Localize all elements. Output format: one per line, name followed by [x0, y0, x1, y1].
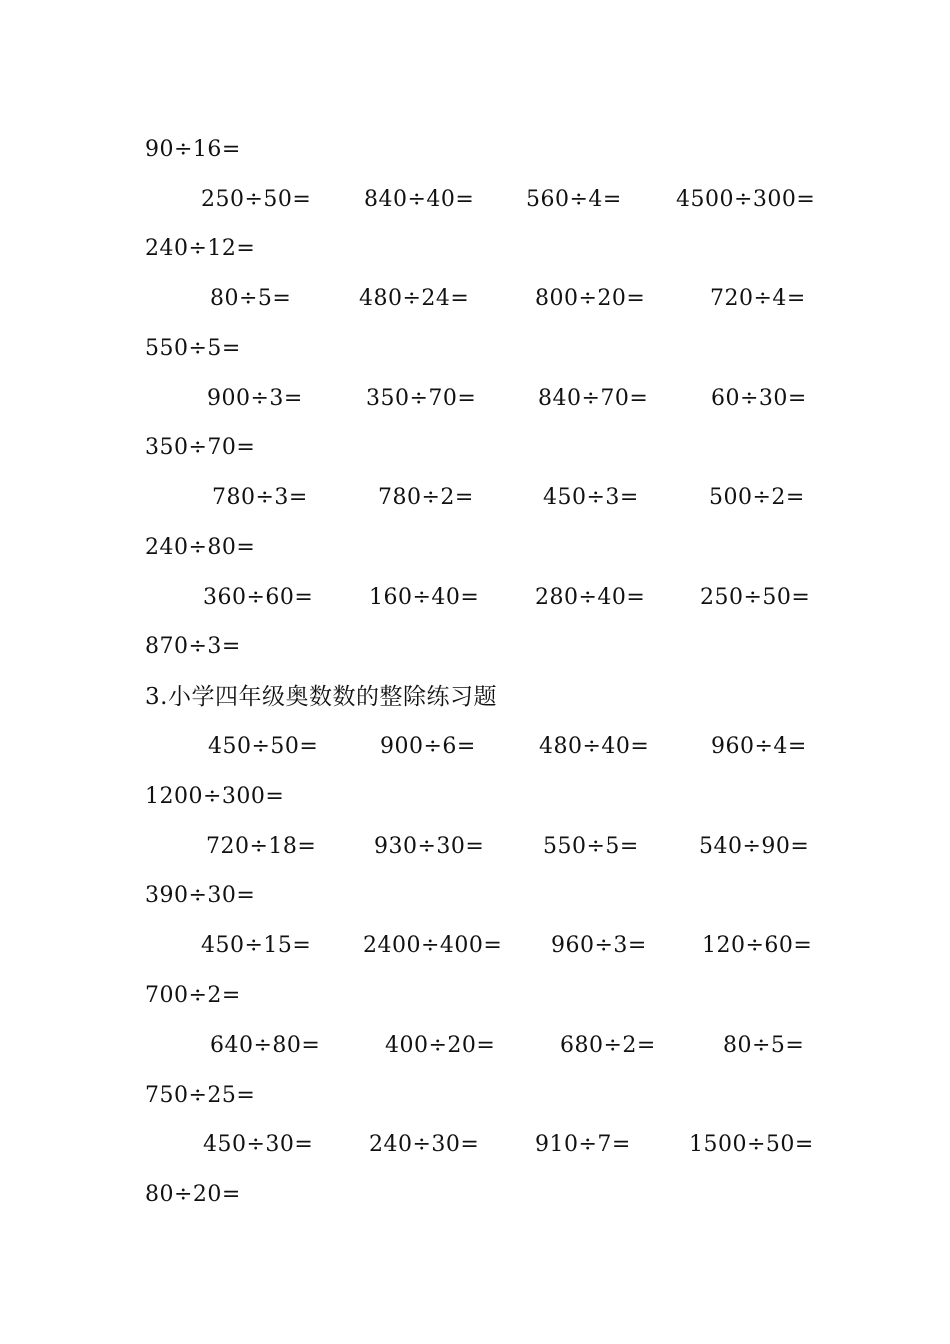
problem-text: 640÷80= — [210, 1033, 321, 1058]
problem-text: 120÷60= — [702, 933, 813, 958]
problem-text: 800÷20= — [535, 286, 646, 311]
problem-text: 550÷5= — [145, 336, 241, 361]
problem-text: 240÷30= — [369, 1132, 480, 1157]
problem-text: 80÷20= — [145, 1182, 241, 1207]
problem-text: 350÷70= — [145, 435, 256, 460]
problem-text: 930÷30= — [374, 834, 485, 859]
problem-text: 450÷30= — [203, 1132, 314, 1157]
problem-text: 500÷2= — [709, 485, 805, 510]
problem-text: 720÷18= — [206, 834, 317, 859]
problem-text: 540÷90= — [699, 834, 810, 859]
problem-text: 360÷60= — [203, 585, 314, 610]
problem-text: 240÷80= — [145, 535, 256, 560]
problem-text: 780÷3= — [212, 485, 308, 510]
problem-text: 2400÷400= — [363, 933, 503, 958]
problem-text: 960÷4= — [711, 734, 807, 759]
problem-text: 400÷20= — [385, 1033, 496, 1058]
problem-text: 700÷2= — [145, 983, 241, 1008]
problem-text: 870÷3= — [145, 634, 241, 659]
problem-text: 1200÷300= — [145, 784, 285, 809]
problem-text: 60÷30= — [711, 386, 807, 411]
problem-text: 90÷16= — [145, 137, 241, 162]
problem-text: 480÷40= — [539, 734, 650, 759]
problem-text: 780÷2= — [378, 485, 474, 510]
problem-text: 900÷6= — [380, 734, 476, 759]
problem-text: 450÷15= — [201, 933, 312, 958]
problem-text: 750÷25= — [145, 1083, 256, 1108]
problem-text: 250÷50= — [201, 187, 312, 212]
problem-text: 450÷3= — [543, 485, 639, 510]
problem-text: 240÷12= — [145, 236, 256, 261]
problem-text: 280÷40= — [535, 585, 646, 610]
problem-text: 80÷5= — [723, 1033, 805, 1058]
problem-text: 560÷4= — [526, 187, 622, 212]
problem-text: 480÷24= — [359, 286, 470, 311]
problem-text: 250÷50= — [700, 585, 811, 610]
problem-text: 160÷40= — [369, 585, 480, 610]
section-heading: 3.小学四年级奥数数的整除练习题 — [145, 684, 497, 710]
problem-text: 350÷70= — [366, 386, 477, 411]
problem-text: 720÷4= — [710, 286, 806, 311]
problem-text: 450÷50= — [208, 734, 319, 759]
problem-text: 390÷30= — [145, 883, 256, 908]
problem-text: 910÷7= — [535, 1132, 631, 1157]
problem-text: 680÷2= — [560, 1033, 656, 1058]
problem-text: 4500÷300= — [676, 187, 816, 212]
problem-text: 550÷5= — [543, 834, 639, 859]
problem-text: 900÷3= — [207, 386, 303, 411]
problem-text: 1500÷50= — [689, 1132, 814, 1157]
problem-text: 840÷70= — [538, 386, 649, 411]
problem-text: 840÷40= — [364, 187, 475, 212]
problem-text: 80÷5= — [210, 286, 292, 311]
problem-text: 960÷3= — [551, 933, 647, 958]
